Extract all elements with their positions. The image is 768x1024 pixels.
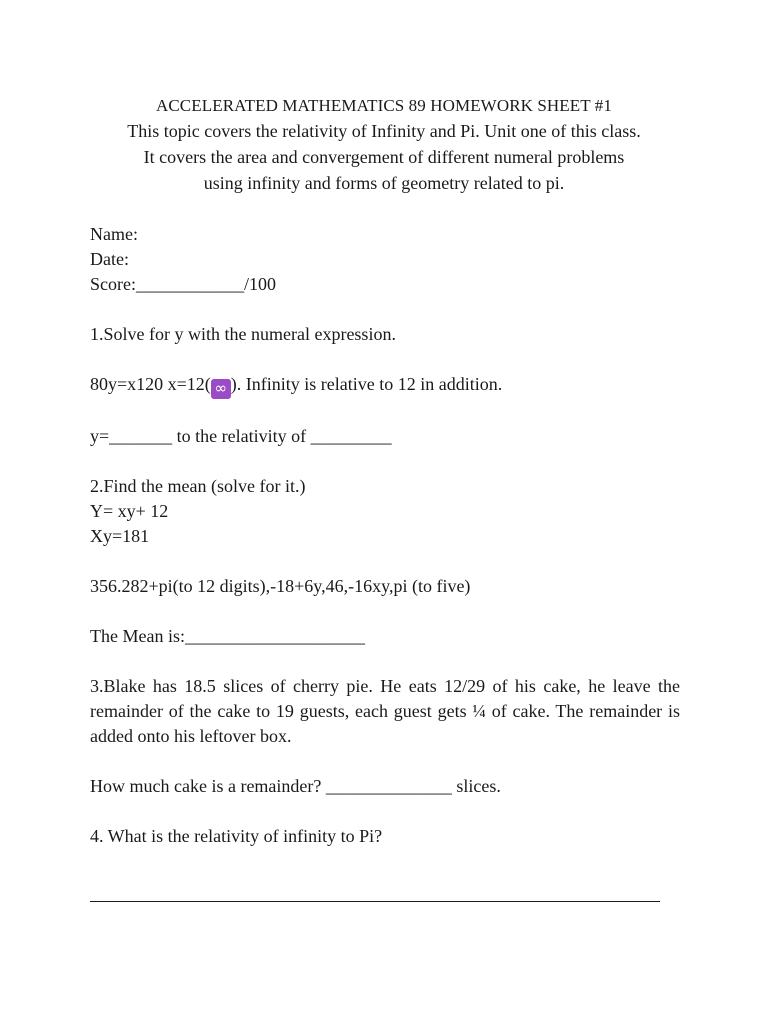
question-2-prompt: 2.Find the mean (solve for it.) (90, 476, 306, 496)
question-2-answer-line: The Mean is:____________________ (90, 626, 365, 646)
date-field: Date: (90, 249, 129, 269)
question-1-answer-line: y=_______ to the relativity of _________ (90, 426, 392, 446)
spacer (90, 449, 680, 474)
question-1-expression (90, 372, 680, 399)
intro-line-2: It covers the area and convergement of different numeral problems (143, 147, 625, 167)
spacer (90, 749, 680, 774)
sheet-header (0, 94, 768, 196)
question-4-answer-line (90, 901, 660, 902)
question-1-expression-start: 80y=x120 x=12( (90, 374, 211, 394)
spacer (90, 399, 680, 424)
sheet-title: ACCELERATED MATHEMATICS 89 HOMEWORK SHEET #1 (155, 96, 612, 115)
intro-line-3: using infinity and forms of geometry related to pi. (203, 173, 565, 193)
question-1-prompt: 1.Solve for y with the numeral expression. (90, 324, 396, 344)
spacer (90, 347, 680, 372)
spacer (90, 649, 680, 674)
question-2-list: 356.282+pi(to 12 digits),-18+6y,46,-16xy,pi (to five) (90, 576, 471, 596)
question-2-equation-1: Y= xy+ 12 (90, 501, 169, 521)
spacer (90, 297, 680, 322)
question-3-question: How much cake is a remainder? ______________ slices. (90, 776, 501, 796)
question-1-expression-end: ). Infinity is relative to 12 in addition. (230, 374, 503, 394)
question-3-paragraph: 3.Blake has 18.5 slices of cherry pie. He eats 12/29 of his cake, he leave the remainder of the cake to 19 guests, each guest gets ¼ of cake. The remainder is added onto his leftover box. (90, 676, 680, 746)
name-field: Name: (90, 224, 138, 244)
intro-line-1: This topic covers the relativity of Infinity and Pi. Unit one of this class. (127, 121, 641, 141)
sheet-body (90, 222, 680, 849)
question-4-prompt: 4. What is the relativity of infinity to Pi? (90, 826, 383, 846)
infinity-icon: ∞ (211, 379, 231, 399)
spacer (90, 549, 680, 574)
score-field: Score:____________/100 (90, 274, 276, 294)
spacer (90, 599, 680, 624)
spacer (90, 799, 680, 824)
question-2-equation-2: Xy=181 (90, 526, 150, 546)
